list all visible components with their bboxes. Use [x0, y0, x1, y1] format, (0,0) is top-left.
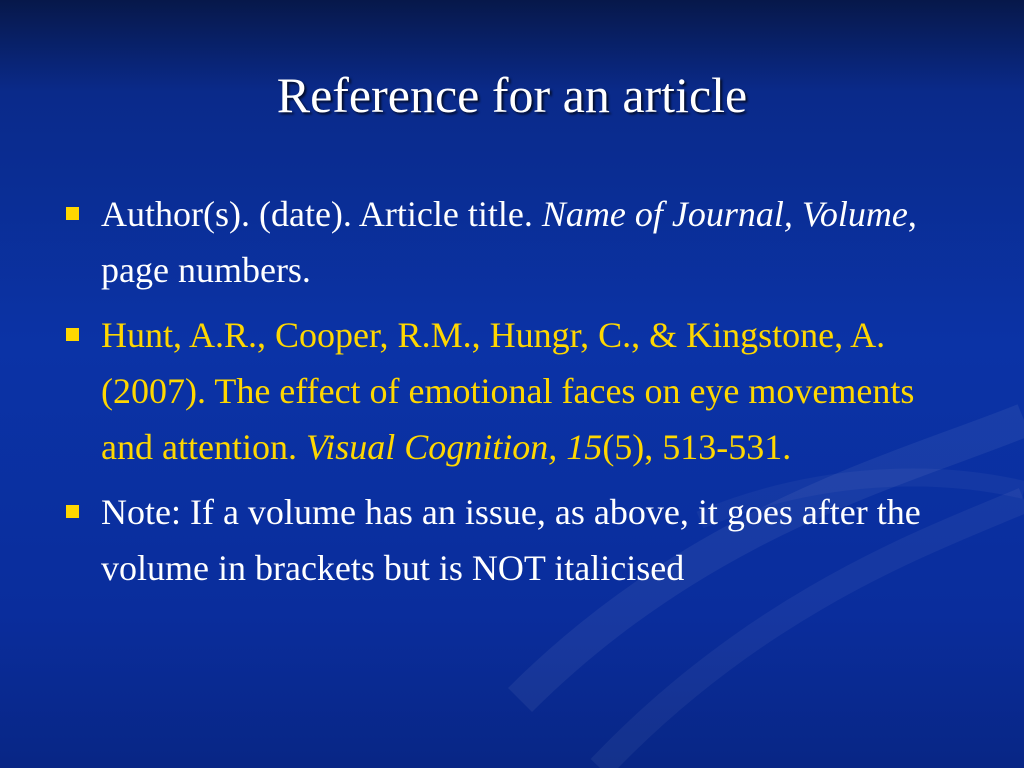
- format-page-numbers: , page numbers.: [101, 194, 917, 290]
- square-bullet-icon: [66, 328, 79, 341]
- square-bullet-icon: [66, 505, 79, 518]
- format-journal-volume: Name of Journal, Volume: [541, 194, 908, 234]
- example-journal-volume: Visual Cognition, 15: [305, 427, 603, 467]
- example-citation-text: Hunt, A.R., Cooper, R.M., Hungr, C., & Kingstone, A. (2007). The effect of emotional faces on eye movements and attention.: [101, 315, 915, 467]
- slide-title: Reference for an article: [276, 67, 748, 123]
- square-bullet-icon: [66, 207, 79, 220]
- example-issue-pages: (5), 513-531.: [602, 427, 792, 467]
- bullet-list: [62, 186, 962, 605]
- format-text: Author(s). (date). Article title.: [101, 194, 542, 234]
- bullet-item-format: [62, 186, 962, 298]
- bullet-item-note: [62, 484, 962, 596]
- note-text: Note: If a volume has an issue, as above, it goes after the volume in brackets but is NOT italicised: [101, 492, 921, 588]
- bullet-item-example: [62, 307, 962, 475]
